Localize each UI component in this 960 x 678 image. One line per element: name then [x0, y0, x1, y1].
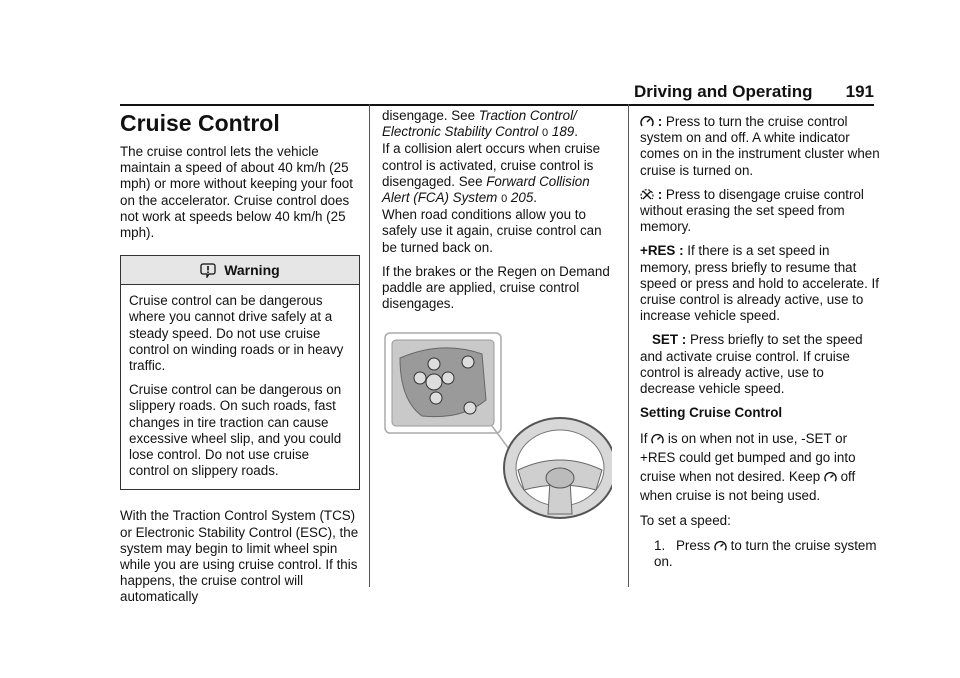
cruise-control-icon: [640, 115, 654, 129]
warning-paragraph-1: Cruise control can be dangerous where you cannot drive safely at a steady speed. Do not use cruise control on winding roads or in heavy traffic.: [129, 293, 344, 374]
column-divider-1: [369, 104, 370, 587]
warning-paragraph-2: Cruise control can be dangerous on slippery roads. On such roads, fast changes in tire traction can cause excessive wheel slip, and you could lose control. Do not use cruise control on slippery roads.: [129, 382, 342, 479]
cruise-control-icon: [714, 540, 727, 553]
cruise-control-icon: [651, 433, 664, 446]
step-number: 1.: [654, 537, 666, 553]
fca-reference-link[interactable]: Forward Collision Alert (FCA) System: [382, 173, 590, 206]
intro-paragraph: The cruise control lets the vehicle maintain a speed of about 40 km/h (25 mph) or more without keeping your foot on the accelerator. Cruise control does not work at speeds below 40 km/h (25 mph).: [120, 144, 353, 241]
page-header: [612, 82, 874, 106]
cruise-on-description: : Press to turn the cruise control system on and off. A white indicator comes on in the instrument cluster when cruise is turned on.: [640, 114, 880, 178]
set-description: SET : Press briefly to set the speed and activate cruise control. If cruise control is already active, use to decrease vehicle speed.: [640, 332, 863, 397]
header-rule: [120, 104, 874, 106]
to-set-speed-label: To set a speed:: [640, 513, 731, 529]
cruise-cancel-icon: [640, 188, 654, 202]
tcs-paragraph: With the Traction Control System (TCS) or Electronic Stability Control (ESC), the system may begin to limit wheel spin while you are using cruise control. If this happens, the cruise control will automatically: [120, 508, 359, 605]
tcs-reference-link[interactable]: Traction Control/ Electronic Stability Control: [382, 108, 577, 140]
warning-title: Warning: [224, 262, 280, 279]
warning-header: [121, 256, 359, 285]
road-conditions-paragraph: When road conditions allow you to safely use it again, cruise control can be turned back on.: [382, 207, 602, 255]
setting-paragraph: If is on when not in use, -SET or +RES could get bumped and go into cruise when not desired. Keep off when cruise is not being used.: [640, 431, 856, 504]
column-2: [382, 108, 612, 520]
setting-cruise-heading: Setting Cruise Control: [640, 405, 783, 421]
fca-reference-page[interactable]: 205: [510, 190, 534, 206]
disengage-paragraph: disengage. See Traction Control/ Electronic Stability Control 0 189.: [382, 108, 578, 140]
page-arrow-icon: 0: [542, 127, 549, 140]
steering-wheel-drawing: [382, 330, 612, 520]
collision-paragraph: If a collision alert occurs when cruise control is activated, cruise control is disengaged. See Forward Collision Alert (FCA) System 0 205.: [382, 141, 601, 206]
column-3: [640, 114, 880, 570]
list-item: 1. Press to turn the cruise system on.: [654, 537, 877, 569]
resume-description: +RES : If there is a set speed in memory, press briefly to resume that speed or press and hold to accelerate. If cruise control is already active, use to increase vehicle speed.: [640, 243, 879, 324]
cancel-description: : Press to disengage cruise control without erasing the set speed from memory.: [640, 186, 864, 235]
steering-wheel-illustration: [382, 330, 612, 520]
column-1: [120, 110, 360, 614]
warning-icon: [200, 262, 216, 278]
warning-body: [121, 285, 359, 489]
warning-box: [120, 255, 360, 490]
section-title: Driving and Operating: [634, 82, 813, 101]
cruise-control-icon: [824, 471, 837, 484]
column-divider-2: [628, 104, 629, 587]
tcs-reference-page[interactable]: 189: [551, 124, 575, 140]
brakes-paragraph: If the brakes or the Regen on Demand paddle are applied, cruise control disengages.: [382, 263, 610, 312]
page-title: Cruise Control: [120, 110, 280, 136]
steps-list: [654, 538, 880, 570]
page-arrow-icon: 0: [501, 193, 508, 206]
page-number: 191: [845, 82, 874, 101]
